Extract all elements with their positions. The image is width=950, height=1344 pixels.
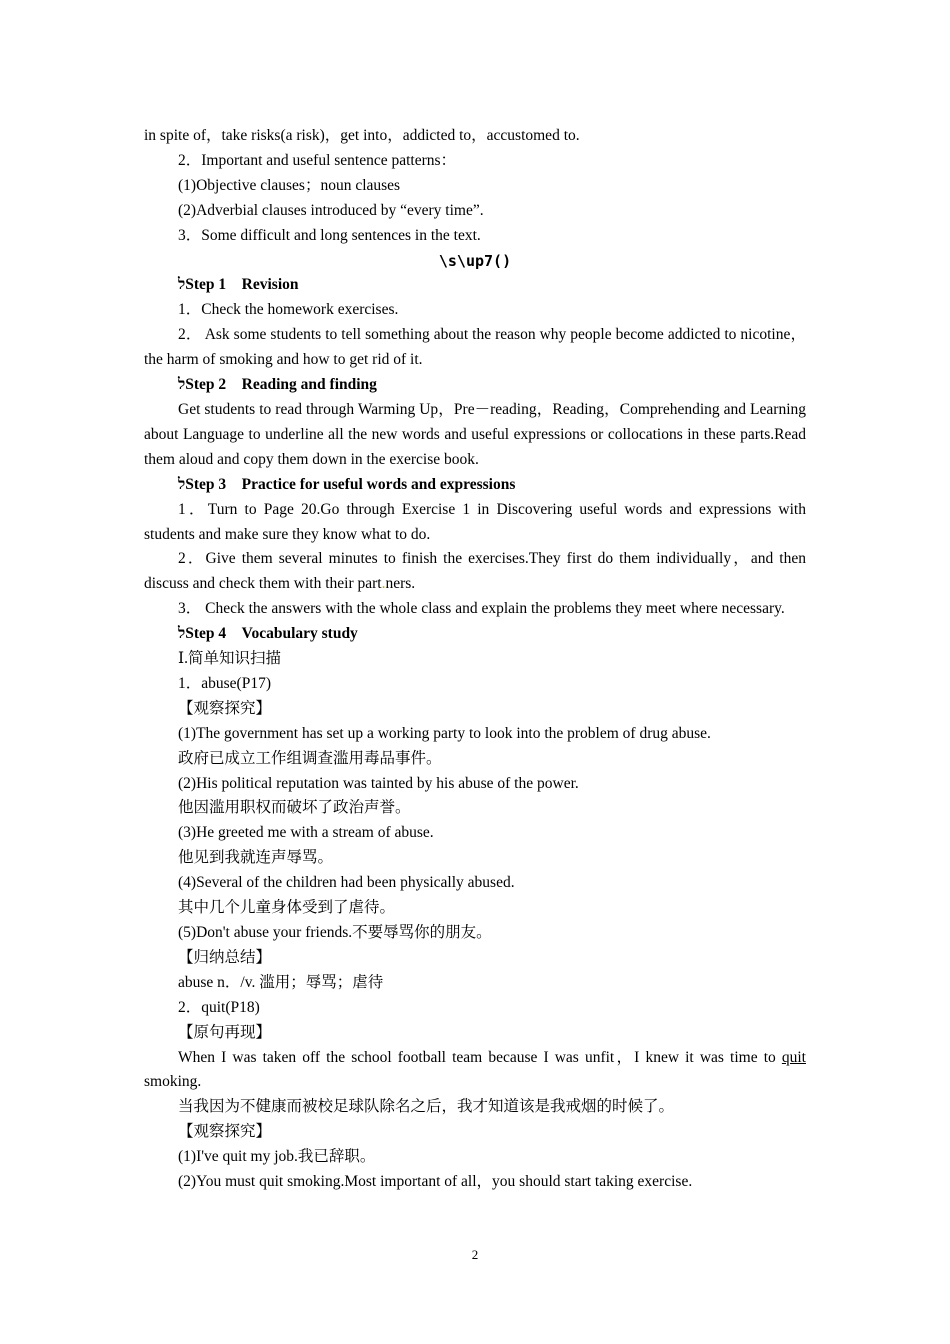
text-line: 3．Some difficult and long sentences in the text. (178, 226, 481, 244)
paragraph: 2． Ask some students to tell something about the reason why people become addicted to nicotine，the harm of smoking and how to get rid of it. (144, 326, 806, 369)
step-heading (144, 273, 806, 298)
paragraph (144, 547, 806, 597)
page-number: 2 (471, 1247, 479, 1262)
step-heading-text: Step 2 Reading and finding (185, 376, 377, 394)
underlined-word: quit (781, 1048, 806, 1066)
step-heading (144, 622, 806, 647)
text-line: 2．Important and useful sentence patterns： (178, 151, 457, 169)
summary-text: abuse n．/v. 滥用；辱骂；虐待 (178, 973, 384, 991)
section-label: 【观察探究】 (178, 699, 272, 717)
paragraph: 3． Check the answers with the whole class and explain the problems they meet where necessary. (178, 600, 785, 618)
translation: 他见到我就连声辱骂。 (178, 849, 334, 867)
paragraph: Get students to read through Warming Up，Pre－reading，Reading，Comprehending and Learning about Language to underline all the new words and useful expressions or collocations in these parts.Read them aloud and copy them down in the exercise book. (144, 400, 806, 468)
paragraph (144, 1046, 806, 1096)
step-mark: ל (178, 475, 186, 493)
section-label: 【观察探究】 (178, 1123, 272, 1141)
translation: 当我因为不健康而被校足球队除名之后，我才知道该是我戒烟的时候了。 (178, 1098, 675, 1116)
text-line: in spite of，take risks(a risk)，get into，addicted to，accustomed to. (144, 127, 580, 144)
translation: 其中几个儿童身体受到了虐待。 (178, 899, 396, 917)
example-sentence: (4)Several of the children had been physically abused. (178, 874, 515, 892)
step-mark: ל (178, 376, 186, 394)
document-body (144, 124, 806, 1195)
translation: 他因滥用职权而破坏了政治声誉。 (178, 799, 411, 817)
section-title: \s\up7() (438, 251, 512, 270)
stray-dot: . (381, 575, 386, 593)
section-label: 【归纳总结】 (178, 948, 272, 966)
example-sentence: (2)His political reputation was tainted by his abuse of the power. (178, 774, 579, 792)
paragraph-text: ners. (385, 575, 416, 593)
translation: 政府已成立工作组调查滥用毒品事件。 (178, 749, 442, 767)
section-label: 【原句再现】 (178, 1023, 272, 1041)
example-sentence: (3)He greeted me with a stream of abuse. (178, 824, 434, 842)
text-line: (1)Objective clauses；noun clauses (178, 176, 401, 194)
step-heading-text: Step 1 Revision (185, 276, 299, 294)
vocab-item: 2．quit(P18) (178, 998, 260, 1016)
step-heading (144, 473, 806, 498)
step-heading (144, 373, 806, 398)
example-sentence: (1)I've quit my job.我已辞职。 (178, 1148, 376, 1166)
paragraph: 1．Turn to Page 20.Go through Exercise 1 in Discovering useful words and expressions with students and make sure they know what to do. (144, 500, 806, 543)
step-mark: ל (178, 625, 186, 643)
example-sentence: (5)Don't abuse your friends.不要辱骂你的朋友。 (178, 924, 492, 941)
step-heading-text: Step 3 Practice for useful words and expressions (185, 475, 516, 493)
step-heading-text: Step 4 Vocabulary study (185, 625, 358, 643)
step-mark: ל (178, 276, 186, 294)
vocab-item: 1．abuse(P17) (178, 674, 271, 692)
subheading: Ⅰ.简单知识扫描 (178, 650, 281, 668)
example-sentence: (2)You must quit smoking.Most important of all，you should start taking exercise. (178, 1173, 693, 1191)
text-line: 1．Check the homework exercises. (178, 301, 399, 319)
paragraph-text: 2．Give them several minutes to finish the exercises.They first do them individually，and then discuss and check them with their part (144, 550, 806, 593)
example-sentence: (1)The government has set up a working party to look into the problem of drug abuse. (178, 724, 711, 742)
paragraph-text: When I was taken off the school football team because I was unfit，I knew it was time to (178, 1048, 782, 1066)
paragraph-text: smoking. (144, 1073, 202, 1091)
text-line: (2)Adverbial clauses introduced by “every time”. (178, 201, 484, 219)
